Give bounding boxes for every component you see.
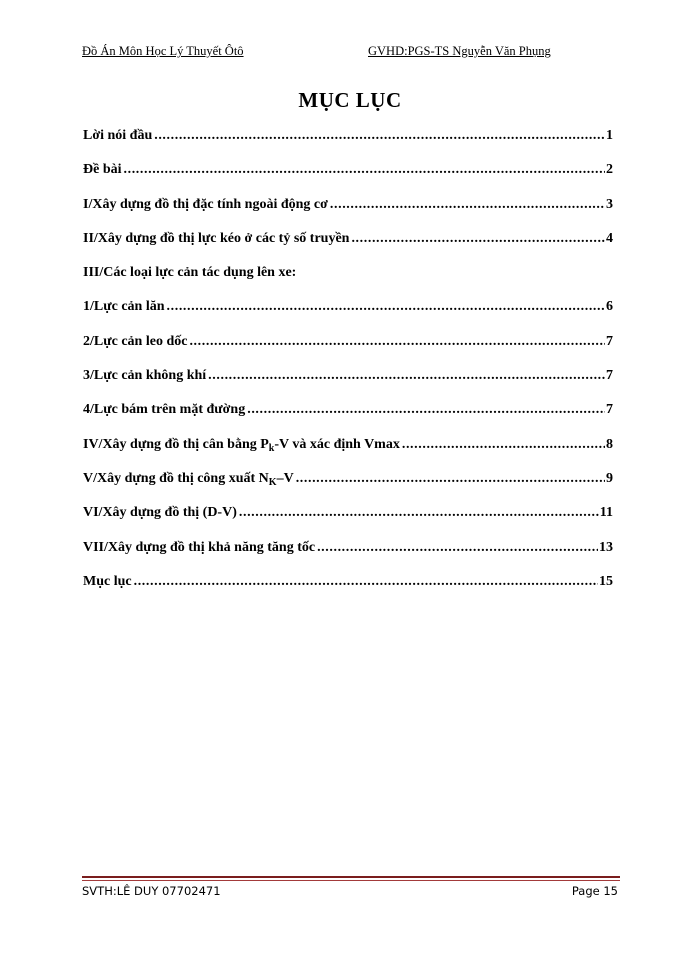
toc-entry-page: 9: [606, 470, 613, 486]
toc-entry-label: 3/Lực cản không khí: [83, 368, 207, 384]
toc-entry-page: 3: [606, 196, 613, 212]
toc-entry-label: III/Các loại lực cản tác dụng lên xe:: [83, 265, 297, 281]
toc-leader-dots: [402, 437, 605, 453]
toc-leader-dots: [317, 540, 598, 556]
toc-entry-section-7[interactable]: [83, 540, 613, 574]
toc-entry-label: II/Xây dựng đồ thị lực kéo ở các tỷ số truyền: [83, 230, 350, 246]
toc-leader-dots: [208, 368, 605, 384]
toc-entry-loi-noi-dau[interactable]: [83, 128, 613, 162]
footer-rule-thin: [82, 880, 620, 881]
toc-entry-label: 1/Lực cản lăn: [83, 299, 165, 315]
toc-entry-label: 4/Lực bám trên mặt đường: [83, 402, 246, 418]
toc-entry-section-3-2[interactable]: [83, 334, 613, 368]
toc-leader-dots: [351, 231, 605, 247]
toc-entry-page: 13: [599, 539, 613, 555]
header-course-title: Đồ Án Môn Học Lý Thuyết Ôtô: [82, 44, 244, 58]
toc-entry-page: 7: [606, 402, 613, 418]
toc-entry-label-rest: –V: [276, 470, 294, 486]
toc-leader-dots: [124, 162, 606, 178]
toc-entry-label: VII/Xây dựng đồ thị khả năng tăng tốc: [83, 539, 316, 555]
toc-leader-dots: [167, 299, 605, 315]
footer-page-number: Page 15: [571, 884, 618, 898]
toc-entry-label-main: IV/Xây dựng đồ thị cân bằng P: [83, 436, 269, 452]
toc-entry-subscript: K: [268, 476, 277, 488]
toc-entry-page: 1: [606, 128, 613, 143]
toc-leader-dots: [134, 574, 598, 590]
table-of-contents: [83, 128, 613, 608]
toc-leader-dots: [189, 334, 605, 350]
toc-entry-page: 2: [606, 162, 613, 178]
toc-title: MỤC LỤC: [298, 88, 402, 112]
toc-leader-dots: [154, 128, 605, 144]
toc-entry-section-2[interactable]: [83, 231, 613, 265]
toc-entry-de-bai[interactable]: [83, 162, 613, 196]
toc-entry-label: Đề bài: [83, 162, 122, 178]
toc-entry-page: 7: [606, 368, 613, 384]
toc-entry-page: 4: [606, 230, 613, 246]
toc-entry-label: Lời nói đầu: [83, 128, 153, 143]
toc-entry-label: [83, 471, 294, 487]
toc-entry-section-4[interactable]: [83, 437, 613, 471]
toc-leader-dots: [330, 197, 605, 213]
footer-rule-thick: [82, 876, 620, 878]
toc-entry-subscript: k: [268, 442, 275, 454]
toc-entry-section-3-1[interactable]: [83, 299, 613, 333]
toc-entry-page: 11: [599, 505, 613, 521]
toc-entry-section-3-heading: [83, 265, 613, 299]
page-header: [82, 44, 622, 62]
toc-entry-section-5[interactable]: [83, 471, 613, 505]
toc-leader-dots: [296, 471, 605, 487]
page-footer: [82, 884, 620, 902]
toc-leader-dots: [247, 402, 605, 418]
toc-entry-label: 2/Lực cản leo dốc: [83, 333, 188, 349]
toc-entry-label-main: V/Xây dựng đồ thị công xuất N: [83, 470, 269, 486]
toc-entry-section-3-4[interactable]: [83, 402, 613, 436]
toc-leader-dots: [239, 505, 599, 521]
toc-entry-section-1[interactable]: [83, 197, 613, 231]
footer-student: SVTH:LÊ DUY 07702471: [82, 884, 221, 898]
toc-entry-label: [83, 437, 400, 453]
toc-entry-label: VI/Xây dựng đồ thị (D-V): [83, 505, 237, 521]
toc-entry-page: 7: [606, 333, 613, 349]
toc-entry-label: I/Xây dựng đồ thị đặc tính ngoài động cơ: [83, 196, 328, 212]
toc-entry-section-6[interactable]: [83, 505, 613, 539]
toc-entry-page: 15: [599, 573, 613, 589]
toc-entry-page: 8: [606, 436, 613, 452]
header-advisor: GVHD:PGS-TS Nguyễn Văn Phụng: [368, 44, 551, 58]
toc-entry-page: 6: [606, 299, 613, 315]
toc-entry-label-rest: -V và xác định Vmax: [274, 436, 400, 452]
toc-entry-section-3-3[interactable]: [83, 368, 613, 402]
toc-entry-label: Mục lục: [83, 573, 132, 589]
toc-entry-muc-luc[interactable]: [83, 574, 613, 608]
